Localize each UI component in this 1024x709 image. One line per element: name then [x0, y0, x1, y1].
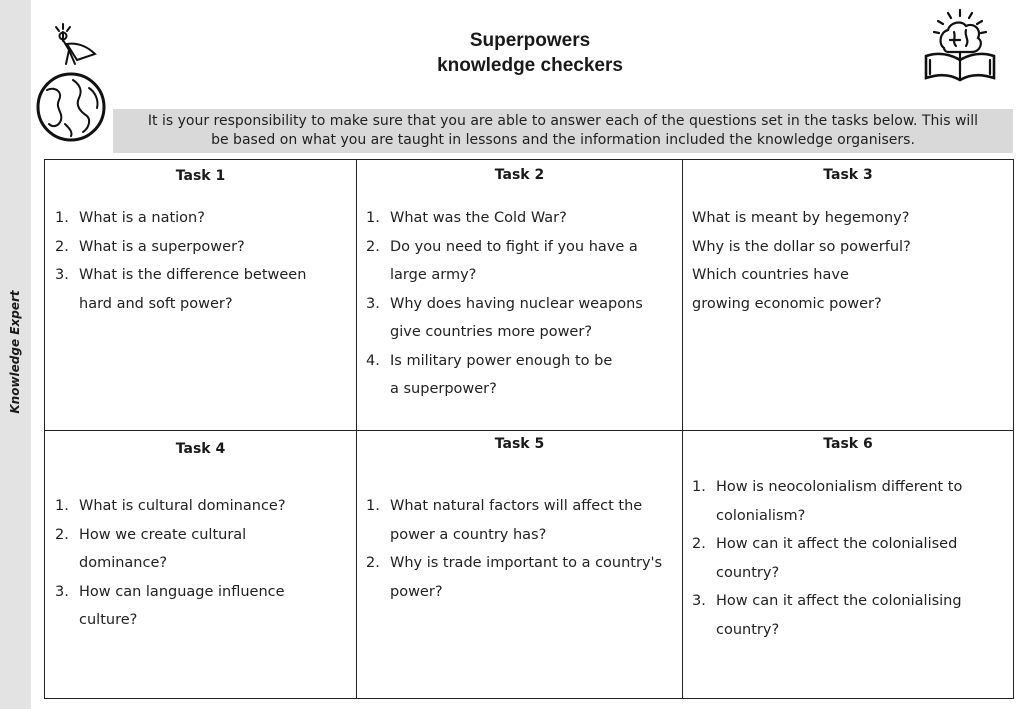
task-title: Task 5	[494, 436, 545, 452]
task-cell-6	[683, 431, 1013, 698]
task-cell-4	[45, 431, 356, 698]
list-item: 2. Why is trade important to a country's power?	[366, 555, 663, 600]
task-cell-1	[45, 160, 356, 430]
title-line-2: knowledge checkers	[437, 55, 623, 76]
list-item: 3. How can language influence culture?	[55, 583, 285, 628]
tasks-grid	[44, 159, 1014, 699]
task-title: Task 4	[175, 441, 226, 457]
list-item: 1. How is neocolonialism different to colonialism?	[692, 479, 963, 524]
task-title: Task 1	[175, 168, 226, 184]
list-item: Why is the dollar so powerful?	[692, 238, 911, 255]
list-item: 3. How can it affect the colonialising country?	[692, 593, 962, 638]
title-line-1: Superpowers	[469, 30, 591, 51]
list-item: Which countries have	[692, 267, 849, 283]
banner-line-1: It is your responsibility to make sure that you are able to answer each of the questions set in the tasks below. This will	[147, 113, 979, 129]
list-item: 4. Is military power enough to be a superpower?	[366, 352, 613, 397]
task-list	[366, 492, 678, 606]
instructions-banner	[113, 109, 1013, 153]
list-item: What is meant by hegemony?	[692, 210, 910, 226]
list-item: 1. What is a nation?	[55, 210, 205, 226]
banner-line-2: be based on what you are taught in lessons and the information included the knowledge organisers.	[211, 132, 915, 148]
task-cell-3	[683, 160, 1013, 430]
list-item: 1. What was the Cold War?	[366, 210, 567, 226]
task-title: Task 3	[823, 167, 873, 183]
list-item: 2. How we create cultural dominance?	[55, 526, 247, 571]
list-item: 2. How can it affect the colonialised country?	[692, 536, 958, 581]
list-item: 3. What is the difference between hard and soft power?	[55, 267, 307, 312]
task-list	[55, 492, 350, 635]
task-list	[692, 204, 1010, 318]
list-item: 1. What natural factors will affect the power a country has?	[366, 498, 643, 543]
list-item: growing economic power?	[692, 295, 882, 312]
side-strip	[0, 0, 31, 709]
task-list	[55, 204, 350, 318]
side-label: Knowledge Expert	[8, 290, 22, 414]
brain-book-icon	[920, 8, 1000, 84]
task-list	[366, 204, 678, 404]
task-title: Task 2	[494, 167, 545, 183]
task-cell-2	[357, 160, 682, 430]
superhero-globe-icon	[33, 20, 109, 150]
list-item: 2. Do you need to fight if you have a large army?	[366, 238, 638, 283]
list-item: 1. What is cultural dominance?	[55, 498, 286, 514]
page-title	[380, 28, 680, 78]
task-cell-5	[357, 431, 682, 698]
task-title: Task 6	[823, 436, 873, 452]
list-item: 2. What is a superpower?	[55, 238, 245, 255]
task-list	[692, 473, 1010, 644]
list-item: 3. Why does having nuclear weapons give countries more power?	[366, 295, 643, 340]
